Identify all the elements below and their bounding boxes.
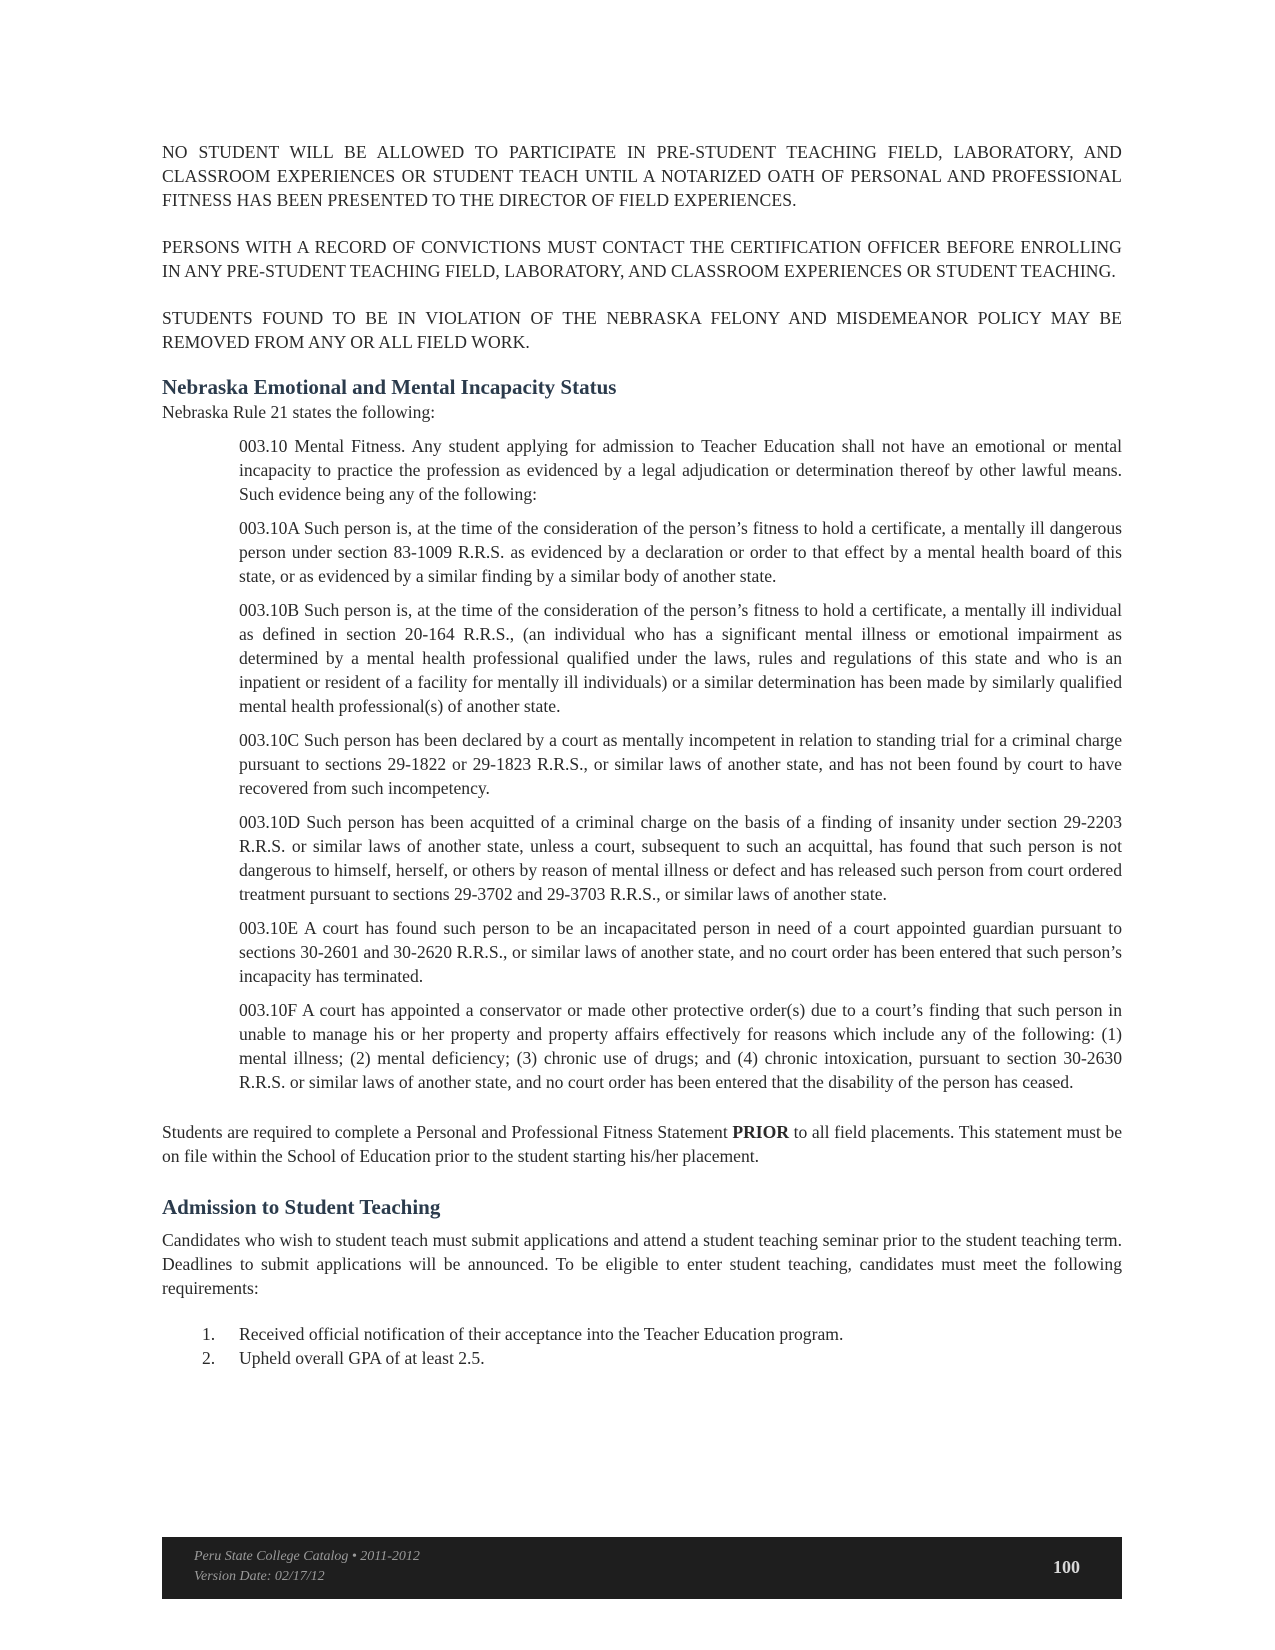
notice-notarized-oath: NO STUDENT WILL BE ALLOWED TO PARTICIPATE IN PRE-STUDENT TEACHING FIELD, LABORATORY, AND CLASSROOM EXPERIENCES OR STUDENT TEACH UNTIL A NOTARIZED OATH OF PERSONAL AND PROFESSIONAL FITNESS HAS BEEN PRESENTED TO THE DIRECTOR OF FIELD EXPERIENCES. (162, 142, 1122, 210)
list-item-number: 2. (202, 1348, 216, 1368)
rule-003-10d: 003.10D Such person has been acquitted of a criminal charge on the basis of a finding of insanity under section 29-2203 R.R.S. or similar laws of another state, unless a court, subsequent to such an acquittal, has found that such person is not dangerous to himself, herself, or others by reason of mental illness or defect and has released such person from court ordered treatment pursuant to sections 29-3702 and 29-3703 R.R.S., or similar laws of another state. (239, 812, 1122, 904)
fitness-statement-paragraph (162, 1120, 1122, 1168)
requirements-list (162, 1322, 1122, 1370)
catalog-title: Peru State College Catalog • 2011-2012 (194, 1549, 420, 1564)
list-item-text: Received official notification of their acceptance into the Teacher Education program. (239, 1324, 844, 1344)
admission-intro: Candidates who wish to student teach must submit applications and attend a student teaching seminar prior to the student teaching term. Deadlines to submit applications will be announced. To be eligible to enter student teaching, candidates must meet the following requirements: (162, 1230, 1122, 1298)
fitness-text-post: to all field placements. This statement must be on file within the School of Education prior to the student starting his/her placement. (162, 1122, 1122, 1166)
section-heading-mental-incapacity: Nebraska Emotional and Mental Incapacity Status (162, 375, 617, 399)
section-heading-admission: Admission to Student Teaching (162, 1195, 441, 1219)
rule-003-10e: 003.10E A court has found such person to be an incapacitated person in need of a court appointed guardian pursuant to sections 30-2601 and 30-2620 R.R.S., or similar laws of another state, and no court order has been entered that such person’s incapacity has terminated. (239, 918, 1122, 986)
notice-felony-policy: STUDENTS FOUND TO BE IN VIOLATION OF THE NEBRASKA FELONY AND MISDEMEANOR POLICY MAY BE REMOVED FROM ANY OR ALL FIELD WORK. (162, 308, 1122, 352)
rule-003-10a: 003.10A Such person is, at the time of the consideration of the person’s fitness to hold a certificate, a mentally ill dangerous person under section 83-1009 R.R.S. as evidenced by a declaration or order to that effect by a mental health board of this state, or as evidenced by a similar finding by a similar body of another state. (239, 518, 1122, 586)
version-date: Version Date: 02/17/12 (194, 1569, 325, 1584)
list-item-number: 1. (202, 1324, 216, 1344)
page-number: 100 (1053, 1557, 1080, 1577)
list-item (162, 1322, 1122, 1346)
fitness-text-bold: PRIOR (732, 1122, 790, 1142)
footer-meta (194, 1547, 420, 1587)
rule-003-10c: 003.10C Such person has been declared by a court as mentally incompetent in relation to standing trial for a criminal charge pursuant to sections 29-1822 or 29-1823 R.R.S., or similar laws of another state, and has not been found by court to have recovered from such incompetency. (239, 730, 1122, 798)
page-footer (162, 1537, 1122, 1599)
rule-003-10b: 003.10B Such person is, at the time of the consideration of the person’s fitness to hold a certificate, a mentally ill individual as defined in section 20-164 R.R.S., (an individual who has a significant mental illness or emotional impairment as determined by a mental health professional qualified under the laws, rules and regulations of this state and who is an inpatient or resident of a facility for mentally ill individuals) or a similar determination has been made by similarly qualified mental health professional(s) of another state. (239, 600, 1122, 716)
list-item (162, 1346, 1122, 1370)
notice-convictions: PERSONS WITH A RECORD OF CONVICTIONS MUST CONTACT THE CERTIFICATION OFFICER BEFORE ENROLLING IN ANY PRE-STUDENT TEACHING FIELD, LABORATORY, AND CLASSROOM EXPERIENCES OR STUDENT TEACHING. (162, 237, 1122, 281)
fitness-text-pre: Students are required to complete a Personal and Professional Fitness Statement (162, 1122, 733, 1142)
rule-21-intro: Nebraska Rule 21 states the following: (162, 402, 436, 422)
rule-003-10: 003.10 Mental Fitness. Any student applying for admission to Teacher Education shall not have an emotional or mental incapacity to practice the profession as evidenced by a legal adjudication or determination thereof by other lawful means. Such evidence being any of the following: (239, 436, 1122, 504)
list-item-text: Upheld overall GPA of at least 2.5. (239, 1348, 485, 1368)
rule-003-10f: 003.10F A court has appointed a conservator or made other protective order(s) due to a court’s finding that such person in unable to manage his or her property and property affairs effectively for reasons which include any of the following: (1) mental illness; (2) mental deficiency; (3) chronic use of drugs; and (4) chronic intoxication, pursuant to section 30-2630 R.R.S. or similar laws of another state, and no court order has been entered that the disability of the person has ceased. (239, 1000, 1122, 1092)
page-content (162, 140, 1122, 1370)
